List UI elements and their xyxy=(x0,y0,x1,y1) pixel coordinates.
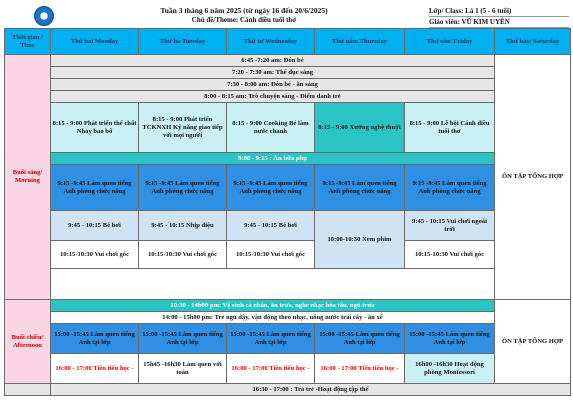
table-row xyxy=(5,153,571,165)
act1-wed: 8:15 - 9:00 Cooking Bé làm nước chanh xyxy=(227,103,315,153)
act1-fri: 8:15 - 9:00 Lễ hội Cánh diều tuổi thơ xyxy=(405,103,495,153)
act5-tue: 15:00 -15:45 Làm quen tiếng Anh tại lớp xyxy=(139,324,227,354)
schedule-header xyxy=(4,4,570,26)
row-exercise: 7:20 - 7:30 am: Thể dục sáng xyxy=(51,67,495,79)
act2-thu: 9:15 -9:45 Làm quen tiếng Anh phòng chức năng xyxy=(315,165,405,211)
act6-thu: 16:00 - 17:00 Tiền tiểu học - xyxy=(315,354,405,384)
saturday-morning: ÔN TẬP TỔNG HỢP xyxy=(495,55,571,300)
table-row xyxy=(5,289,571,299)
act3-fri: 9:45 - 10:15 Vui chơi ngoài trời xyxy=(405,211,495,241)
table-row xyxy=(5,269,571,279)
class-label: Lớp/ Class: Lá 1 (5 - 6 tuổi) xyxy=(429,6,569,17)
table-row xyxy=(5,103,571,153)
table-row xyxy=(5,354,571,384)
blank-cell xyxy=(5,384,51,396)
act1-thu: 8:15 - 9:00 Xưởng nghệ thuật xyxy=(315,103,405,153)
act2-tue: 9:15 -9:45 Làm quen tiếng Anh phòng chức năng xyxy=(139,165,227,211)
act6-fri: 16h00 -16h30 Hoạt động phòng Montessori xyxy=(405,354,495,384)
act4-tue: 10:15-10:30 Vui chơi góc xyxy=(139,241,227,269)
row-lunch: 10:30 - 14h00 pm: Vệ sinh cá nhân, ăn trưa, nghe nhạc hòa tấu, ngủ trưa xyxy=(51,300,495,312)
table-row xyxy=(5,300,571,312)
session-afternoon: Buổi chiều/ Afternoon xyxy=(5,300,51,384)
act4-mon: 10:15-10:30 Vui chơi góc xyxy=(51,241,139,269)
table-row xyxy=(5,211,571,241)
schedule-table xyxy=(4,28,571,396)
col-header-wed: Thứ tư Wednesday xyxy=(227,29,315,55)
table-row xyxy=(5,55,571,67)
col-header-thu: Thứ năm Thursday xyxy=(315,29,405,55)
school-logo-icon xyxy=(34,6,54,26)
row-nap: 14:00 - 15h00 pm: Trẻ ngủ dậy, vận động theo nhạc, uống nước trái cây - ăn xế xyxy=(51,312,495,324)
act2-wed: 9:15 -9:45 Làm quen tiếng Anh phòng chức năng xyxy=(227,165,315,211)
header-row xyxy=(5,29,571,55)
act6-mon: 16:00 - 17:00 Tiền tiểu học - xyxy=(51,354,139,384)
row-arrival: 6:45 -7:20 am: Đón bé xyxy=(51,55,495,67)
schedule-title: Tuần 3 tháng 6 năm 2025 (từ ngày 16 đến 20/6/2025) xyxy=(160,6,328,15)
act5-mon: 15:00 -15:45 Làm quen tiếng Anh tại lớp xyxy=(51,324,139,354)
act5-fri: 15:00 -15:45 Làm quen tiếng Anh tại lớp xyxy=(405,324,495,354)
col-header-tue: Thứ ba Tuesday xyxy=(139,29,227,55)
act2-mon: 9:15 -9:45 Làm quen tiếng Anh phòng chức năng xyxy=(51,165,139,211)
act3-thu: 10:00-10:30 Xem phim xyxy=(315,211,405,269)
col-header-time: Thời gian / Time xyxy=(5,29,51,55)
row-snack: 9:00 - 9:15 : Ăn bữa phụ xyxy=(51,153,495,165)
table-row xyxy=(5,279,571,289)
row-pickup: 16:30 - 17:00 : Trả trẻ -Hoạt động tập thể xyxy=(51,384,571,396)
act3-tue: 9:45 - 10:15 Nhịp điệu xyxy=(139,211,227,241)
act6-tue: 15h45 -16h30 Làm quen với toán xyxy=(139,354,227,384)
row-breakfast: 7:30 - 8:00 am: Đón bé - ăn sáng xyxy=(51,79,495,91)
table-row xyxy=(5,79,571,91)
col-header-mon: Thứ hai Monday xyxy=(51,29,139,55)
act2-fri: 9:15 -9:45 Làm quen tiếng Anh phòng chức năng xyxy=(405,165,495,211)
act4-wed: 10:15-10:30 Vui chơi góc xyxy=(227,241,315,269)
table-row xyxy=(5,324,571,354)
teacher-label: Giáo viên: VŨ KIM UYÊN xyxy=(429,17,569,28)
row-morning-talk: 8:00 - 8:15 am: Trò chuyện sáng - Điểm danh trẻ xyxy=(51,91,495,103)
act4-fri: 10:15-10:30 Vui chơi góc xyxy=(405,241,495,269)
act5-thu: 15:00 -15:45 Làm quen tiếng Anh tại lớp xyxy=(315,324,405,354)
col-header-fri: Thứ sáu/ Friday xyxy=(405,29,495,55)
class-info xyxy=(429,6,569,28)
col-header-sat: Thứ bảy/ Saturday xyxy=(495,29,571,55)
table-row xyxy=(5,312,571,324)
act5-wed: 15:00 -15:45 Làm quen tiếng Anh tại lớp xyxy=(227,324,315,354)
act3-wed: 9:45 - 10:15 Bé bơi xyxy=(227,211,315,241)
table-row xyxy=(5,91,571,103)
session-morning: Buổi sáng/ Morning xyxy=(5,55,51,300)
act3-mon: 9:45 - 10:15 Bé bơi xyxy=(51,211,139,241)
table-row xyxy=(5,165,571,211)
saturday-afternoon: ÔN TẬP TỔNG HỢP xyxy=(495,300,571,384)
act6-wed: 16:00 - 17:00 Tiền tiểu học - xyxy=(227,354,315,384)
act1-tue: 8:15 - 9:00 Phát triển TCKNXH Kỹ năng giao tiếp với mọi người xyxy=(139,103,227,153)
table-row xyxy=(5,384,571,396)
table-row xyxy=(5,67,571,79)
act1-mon: 8:15 - 9:00 Phát triển thể chất Nhảy bao bố xyxy=(51,103,139,153)
schedule-theme: Chủ đề/Theme: Cánh diều tuổi thơ xyxy=(191,16,297,24)
table-row xyxy=(5,241,571,269)
